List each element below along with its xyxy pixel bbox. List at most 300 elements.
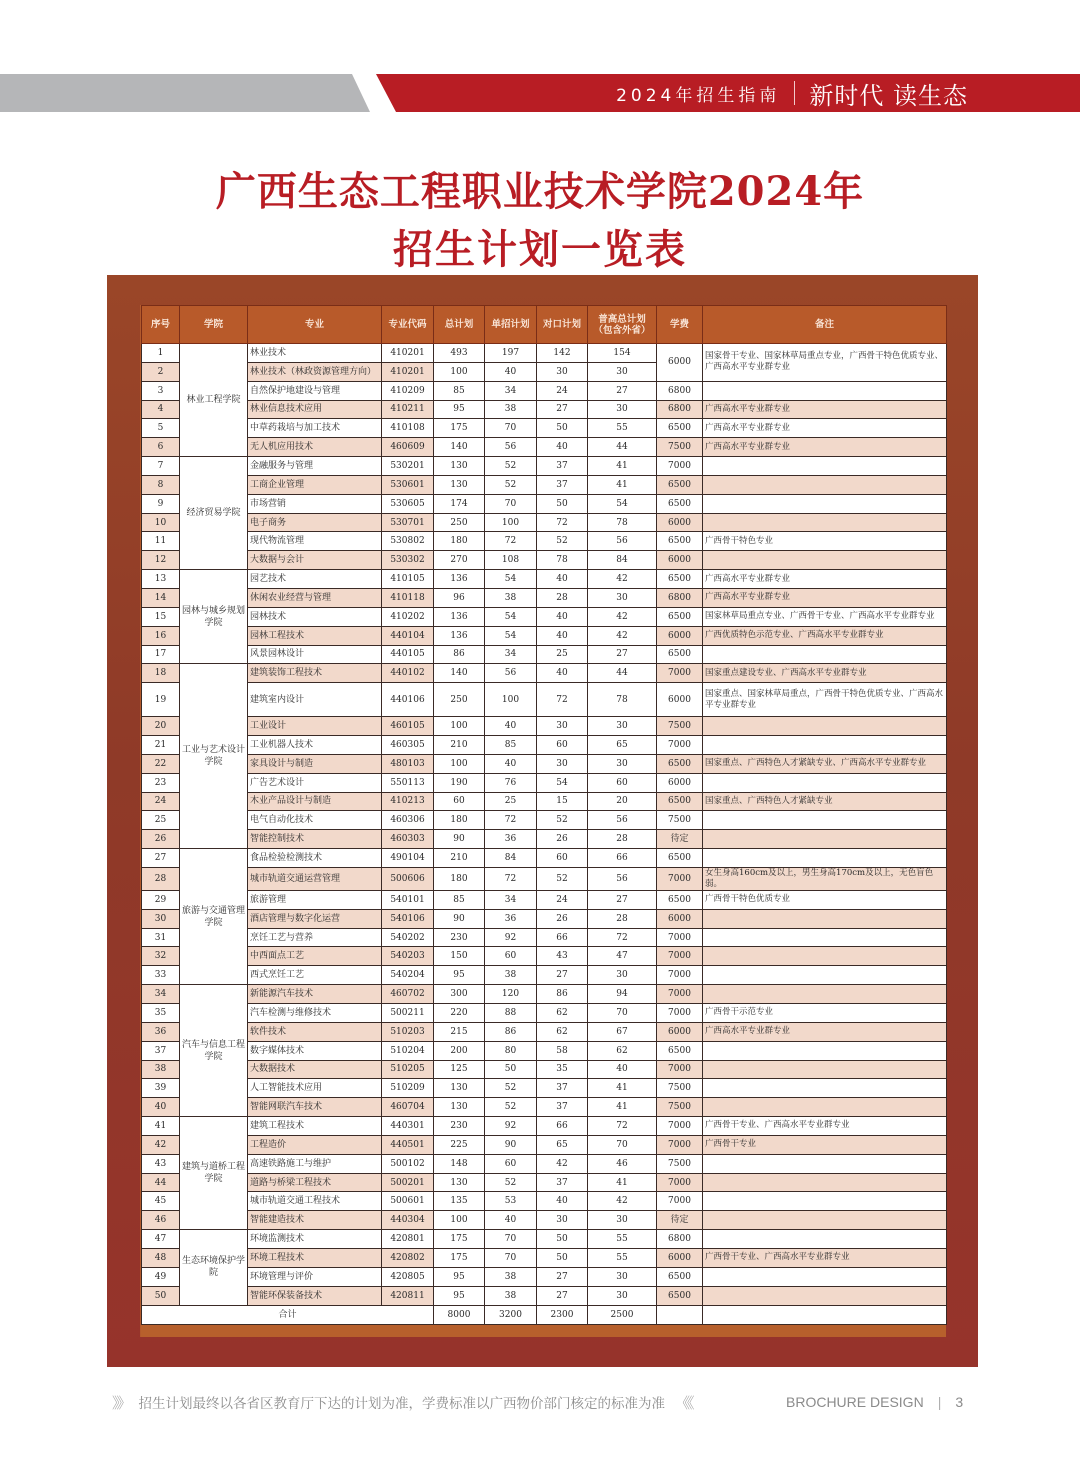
col-header-no: 序号: [142, 306, 180, 344]
table-row: [142, 1022, 947, 1041]
counter-plan: 52: [537, 811, 588, 830]
row-number: 47: [142, 1230, 180, 1249]
total-plan: 136: [434, 626, 485, 645]
single-plan: 72: [485, 867, 537, 890]
major-code: 440501: [382, 1135, 434, 1154]
counter-plan: 27: [537, 966, 588, 985]
total-plan: 230: [434, 928, 485, 947]
remarks: [703, 966, 947, 985]
single-plan: 53: [485, 1192, 537, 1211]
totals-single: 3200: [485, 1305, 537, 1324]
table-row: [142, 683, 947, 717]
counter-plan: 62: [537, 1004, 588, 1023]
major-name: 烹饪工艺与营养: [248, 928, 382, 947]
remarks: 广西骨干专业: [703, 1135, 947, 1154]
tuition-fee: 7000: [657, 1060, 703, 1079]
table-row: [142, 570, 947, 589]
total-plan: 130: [434, 1098, 485, 1117]
major-name: 道路与桥梁工程技术: [248, 1173, 382, 1192]
col-header-counter: 对口计划: [537, 306, 588, 344]
counter-plan: 40: [537, 570, 588, 589]
total-plan: 148: [434, 1154, 485, 1173]
row-number: 40: [142, 1098, 180, 1117]
single-plan: 197: [485, 344, 537, 363]
remarks: [703, 1098, 947, 1117]
table-row: [142, 1211, 947, 1230]
counter-plan: 28: [537, 588, 588, 607]
single-plan: 38: [485, 400, 537, 419]
row-number: 31: [142, 928, 180, 947]
tuition-fee: 6800: [657, 1230, 703, 1249]
major-name: 高速铁路施工与维护: [248, 1154, 382, 1173]
counter-plan: 37: [537, 1173, 588, 1192]
total-plan: 190: [434, 773, 485, 792]
major-name: 智能网联汽车技术: [248, 1098, 382, 1117]
remarks: 广西高水平专业群专业: [703, 570, 947, 589]
remarks: 广西骨干专业、广西高水平专业群专业: [703, 1248, 947, 1267]
single-plan: 70: [485, 494, 537, 513]
tuition-fee: 6000: [657, 909, 703, 928]
row-number: 28: [142, 867, 180, 890]
tuition-fee: 6500: [657, 475, 703, 494]
major-name: 林业信息技术应用: [248, 400, 382, 419]
row-number: 17: [142, 645, 180, 664]
table-row: [142, 811, 947, 830]
major-name: 建筑装饰工程技术: [248, 664, 382, 683]
single-plan: 38: [485, 1286, 537, 1305]
major-code: 530701: [382, 513, 434, 532]
col-header-major: 专业: [248, 306, 382, 344]
remarks: [703, 717, 947, 736]
tuition-fee: 7000: [657, 1173, 703, 1192]
col-header-code: 专业代码: [382, 306, 434, 344]
footer-notice-text: 招生计划最终以各省区教育厅下达的计划为准，学费标准以广西物价部门核定的标准为准: [138, 1396, 666, 1412]
single-plan: 36: [485, 830, 537, 849]
single-plan: 38: [485, 966, 537, 985]
counter-plan: 27: [537, 400, 588, 419]
counter-plan: 40: [537, 626, 588, 645]
remarks: [703, 1173, 947, 1192]
header-band: [0, 74, 1080, 112]
gaokao-plan: 62: [588, 1041, 657, 1060]
counter-plan: 66: [537, 1117, 588, 1136]
major-code: 540202: [382, 928, 434, 947]
major-name: 人工智能技术应用: [248, 1079, 382, 1098]
major-code: 440102: [382, 664, 434, 683]
page-title-line2: 招生计划一览表: [393, 226, 687, 273]
counter-plan: 40: [537, 607, 588, 626]
major-code: 500102: [382, 1154, 434, 1173]
major-code: 500606: [382, 867, 434, 890]
row-number: 22: [142, 754, 180, 773]
gaokao-plan: 78: [588, 683, 657, 717]
major-code: 410118: [382, 588, 434, 607]
counter-plan: 37: [537, 475, 588, 494]
table-row: [142, 830, 947, 849]
gaokao-plan: 28: [588, 909, 657, 928]
gaokao-plan: 20: [588, 792, 657, 811]
major-code: 550113: [382, 773, 434, 792]
remarks: 广西高水平专业群专业: [703, 438, 947, 457]
row-number: 10: [142, 513, 180, 532]
counter-plan: 50: [537, 419, 588, 438]
college-name: 经济贸易学院: [180, 457, 248, 570]
row-number: 2: [142, 362, 180, 381]
tuition-fee: 7000: [657, 985, 703, 1004]
remarks: 国家重点、国家林草局重点，广西骨干特色优质专业、广西高水平专业群专业: [703, 683, 947, 717]
totals-fee: [657, 1305, 703, 1324]
tuition-fee: 6800: [657, 588, 703, 607]
counter-plan: 30: [537, 1211, 588, 1230]
single-plan: 70: [485, 1230, 537, 1249]
gaokao-plan: 42: [588, 607, 657, 626]
major-name: 金融服务与管理: [248, 457, 382, 476]
gaokao-plan: 78: [588, 513, 657, 532]
major-code: 460609: [382, 438, 434, 457]
remarks: [703, 513, 947, 532]
major-code: 420802: [382, 1248, 434, 1267]
single-plan: 85: [485, 736, 537, 755]
gaokao-plan: 67: [588, 1022, 657, 1041]
major-name: 广告艺术设计: [248, 773, 382, 792]
total-plan: 140: [434, 438, 485, 457]
total-plan: 135: [434, 1192, 485, 1211]
table-row: [142, 532, 947, 551]
major-name: 环境监测技术: [248, 1230, 382, 1249]
remarks: 国家林草局重点专业、广西骨干专业、广西高水平专业群专业: [703, 607, 947, 626]
tuition-fee: 6000: [657, 551, 703, 570]
major-code: 540101: [382, 890, 434, 909]
row-number: 39: [142, 1079, 180, 1098]
total-plan: 220: [434, 1004, 485, 1023]
gaokao-plan: 27: [588, 645, 657, 664]
row-number: 49: [142, 1267, 180, 1286]
table-row: [142, 475, 947, 494]
total-plan: 175: [434, 1248, 485, 1267]
remarks: [703, 1230, 947, 1249]
header-divider: [794, 81, 795, 105]
col-header-note: 备注: [703, 306, 947, 344]
remarks: 国家重点、广西特色人才紧缺专业: [703, 792, 947, 811]
counter-plan: 27: [537, 1267, 588, 1286]
table-row: [142, 1004, 947, 1023]
counter-plan: 40: [537, 438, 588, 457]
single-plan: 70: [485, 419, 537, 438]
major-name: 市场营销: [248, 494, 382, 513]
major-name: 工程造价: [248, 1135, 382, 1154]
remarks: 广西高水平专业群专业: [703, 588, 947, 607]
table-row: [142, 754, 947, 773]
remarks: 广西高水平专业群专业: [703, 400, 947, 419]
major-code: 460105: [382, 717, 434, 736]
col-header-gaokao: [588, 306, 657, 344]
major-code: 440301: [382, 1117, 434, 1136]
gaokao-plan: 55: [588, 1248, 657, 1267]
table-body: [142, 344, 947, 1325]
counter-plan: 52: [537, 532, 588, 551]
col-header-gaokao-line1: 普高总计划: [598, 313, 646, 325]
major-name: 木业产品设计与制造: [248, 792, 382, 811]
total-plan: 136: [434, 570, 485, 589]
college-name: 建筑与道桥工程学院: [180, 1117, 248, 1230]
remarks: [703, 1060, 947, 1079]
table-row: [142, 344, 947, 363]
gaokao-plan: 72: [588, 928, 657, 947]
major-name: 工商企业管理: [248, 475, 382, 494]
table-row: [142, 890, 947, 909]
gaokao-plan: 66: [588, 849, 657, 868]
header-text: [616, 74, 968, 112]
gaokao-plan: 56: [588, 532, 657, 551]
major-name: 建筑工程技术: [248, 1117, 382, 1136]
counter-plan: 26: [537, 830, 588, 849]
total-plan: 100: [434, 362, 485, 381]
tuition-fee: 6000: [657, 773, 703, 792]
row-number: 7: [142, 457, 180, 476]
total-plan: 85: [434, 381, 485, 400]
table-row: [142, 400, 947, 419]
total-plan: 140: [434, 664, 485, 683]
single-plan: 100: [485, 683, 537, 717]
table-row: [142, 1192, 947, 1211]
total-plan: 175: [434, 419, 485, 438]
counter-plan: 25: [537, 645, 588, 664]
counter-plan: 54: [537, 773, 588, 792]
enrollment-plan-table: [141, 305, 947, 1325]
major-code: 410209: [382, 381, 434, 400]
row-number: 38: [142, 1060, 180, 1079]
counter-plan: 24: [537, 890, 588, 909]
counter-plan: 66: [537, 928, 588, 947]
table-row: [142, 867, 947, 890]
total-plan: 250: [434, 683, 485, 717]
table-header-row: [142, 306, 947, 344]
row-number: 45: [142, 1192, 180, 1211]
total-plan: 250: [434, 513, 485, 532]
col-header-fee: 学费: [657, 306, 703, 344]
tuition-fee: 6500: [657, 419, 703, 438]
tuition-fee: 6500: [657, 494, 703, 513]
total-plan: 125: [434, 1060, 485, 1079]
gaokao-plan: 46: [588, 1154, 657, 1173]
total-plan: 180: [434, 867, 485, 890]
major-name: 中西面点工艺: [248, 947, 382, 966]
gaokao-plan: 65: [588, 736, 657, 755]
single-plan: 80: [485, 1041, 537, 1060]
counter-plan: 50: [537, 1248, 588, 1267]
gaokao-plan: 41: [588, 1098, 657, 1117]
row-number: 33: [142, 966, 180, 985]
table-row: [142, 792, 947, 811]
major-name: 食品检验检测技术: [248, 849, 382, 868]
single-plan: 54: [485, 626, 537, 645]
major-code: 420805: [382, 1267, 434, 1286]
total-plan: 95: [434, 400, 485, 419]
total-plan: 100: [434, 717, 485, 736]
row-number: 4: [142, 400, 180, 419]
major-name: 数字媒体技术: [248, 1041, 382, 1060]
remarks: [703, 811, 947, 830]
major-name: 城市轨道交通工程技术: [248, 1192, 382, 1211]
remarks: [703, 830, 947, 849]
remarks: [703, 849, 947, 868]
total-plan: 60: [434, 792, 485, 811]
major-name: 汽车检测与维修技术: [248, 1004, 382, 1023]
gaokao-plan: 41: [588, 1079, 657, 1098]
single-plan: 40: [485, 717, 537, 736]
single-plan: 86: [485, 1022, 537, 1041]
tuition-fee: 6500: [657, 570, 703, 589]
single-plan: 88: [485, 1004, 537, 1023]
row-number: 32: [142, 947, 180, 966]
totals-total: 8000: [434, 1305, 485, 1324]
col-header-total: 总计划: [434, 306, 485, 344]
major-code: 490104: [382, 849, 434, 868]
single-plan: 56: [485, 438, 537, 457]
tuition-fee: 6500: [657, 645, 703, 664]
major-code: 410202: [382, 607, 434, 626]
header-gray-strip: [0, 74, 370, 112]
major-name: 智能环保装备技术: [248, 1286, 382, 1305]
counter-plan: 24: [537, 381, 588, 400]
counter-plan: 42: [537, 1154, 588, 1173]
gaokao-plan: 42: [588, 1192, 657, 1211]
major-code: 460303: [382, 830, 434, 849]
tuition-fee: 6000: [657, 1022, 703, 1041]
single-plan: 40: [485, 1211, 537, 1230]
row-number: 37: [142, 1041, 180, 1060]
table-row: [142, 1041, 947, 1060]
major-code: 410105: [382, 570, 434, 589]
total-plan: 150: [434, 947, 485, 966]
total-plan: 130: [434, 475, 485, 494]
row-number: 13: [142, 570, 180, 589]
tuition-fee: 6500: [657, 1267, 703, 1286]
major-name: 城市轨道交通运营管理: [248, 867, 382, 890]
tuition-fee: 6000: [657, 683, 703, 717]
remarks: [703, 985, 947, 1004]
total-plan: 130: [434, 1079, 485, 1098]
single-plan: 50: [485, 1060, 537, 1079]
row-number: 12: [142, 551, 180, 570]
major-name: 园林工程技术: [248, 626, 382, 645]
major-code: 540204: [382, 966, 434, 985]
page-title-line1: 广西生态工程职业技术学院2024年: [215, 168, 865, 215]
single-plan: 52: [485, 1098, 537, 1117]
gaokao-plan: 56: [588, 867, 657, 890]
tuition-fee: 7500: [657, 1098, 703, 1117]
major-code: 410201: [382, 362, 434, 381]
table-row: [142, 909, 947, 928]
major-name: 大数据与会计: [248, 551, 382, 570]
major-name: 旅游管理: [248, 890, 382, 909]
tuition-fee: 6000: [657, 626, 703, 645]
tuition-fee: 7000: [657, 1192, 703, 1211]
remarks: [703, 773, 947, 792]
gaokao-plan: 54: [588, 494, 657, 513]
major-code: 500211: [382, 1004, 434, 1023]
table-row: [142, 494, 947, 513]
remarks: [703, 494, 947, 513]
gaokao-plan: 30: [588, 1286, 657, 1305]
row-number: 29: [142, 890, 180, 909]
major-code: 420801: [382, 1230, 434, 1249]
tuition-fee: 7500: [657, 717, 703, 736]
counter-plan: 62: [537, 1022, 588, 1041]
tuition-fee: 7000: [657, 867, 703, 890]
row-number: 43: [142, 1154, 180, 1173]
gaokao-plan: 70: [588, 1004, 657, 1023]
gaokao-plan: 41: [588, 475, 657, 494]
college-name: 林业工程学院: [180, 344, 248, 457]
single-plan: 54: [485, 607, 537, 626]
row-number: 9: [142, 494, 180, 513]
row-number: 26: [142, 830, 180, 849]
tuition-fee: 7000: [657, 947, 703, 966]
single-plan: 25: [485, 792, 537, 811]
counter-plan: 30: [537, 717, 588, 736]
row-number: 48: [142, 1248, 180, 1267]
major-name: 园艺技术: [248, 570, 382, 589]
tuition-fee: 6500: [657, 532, 703, 551]
single-plan: 92: [485, 928, 537, 947]
counter-plan: 15: [537, 792, 588, 811]
totals-note: [703, 1305, 947, 1324]
tuition-fee: 7000: [657, 736, 703, 755]
remarks: [703, 947, 947, 966]
counter-plan: 86: [537, 985, 588, 1004]
row-number: 18: [142, 664, 180, 683]
row-number: 23: [142, 773, 180, 792]
counter-plan: 37: [537, 1079, 588, 1098]
gaokao-plan: 30: [588, 400, 657, 419]
major-name: 工业设计: [248, 717, 382, 736]
table-row: [142, 947, 947, 966]
major-code: 530601: [382, 475, 434, 494]
row-number: 34: [142, 985, 180, 1004]
remarks: [703, 1041, 947, 1060]
gaokao-plan: 56: [588, 811, 657, 830]
gaokao-plan: 30: [588, 966, 657, 985]
tuition-fee: 7000: [657, 1004, 703, 1023]
remarks: 广西高水平专业群专业: [703, 419, 947, 438]
total-plan: 100: [434, 1211, 485, 1230]
row-number: 11: [142, 532, 180, 551]
tuition-fee: 6500: [657, 1286, 703, 1305]
college-name: 园林与城乡规划学院: [180, 570, 248, 664]
major-name: 中草药栽培与加工技术: [248, 419, 382, 438]
major-code: 500601: [382, 1192, 434, 1211]
single-plan: 54: [485, 570, 537, 589]
single-plan: 100: [485, 513, 537, 532]
major-name: 软件技术: [248, 1022, 382, 1041]
brand-label: BROCHURE DESIGN: [786, 1394, 924, 1410]
gaokao-plan: 41: [588, 457, 657, 476]
major-name: 自然保护地建设与管理: [248, 381, 382, 400]
table-row: [142, 1267, 947, 1286]
row-number: 44: [142, 1173, 180, 1192]
single-plan: 108: [485, 551, 537, 570]
table-row: [142, 849, 947, 868]
single-plan: 52: [485, 457, 537, 476]
counter-plan: 58: [537, 1041, 588, 1060]
major-name: 电子商务: [248, 513, 382, 532]
total-plan: 100: [434, 754, 485, 773]
guide-label: 2024年招生指南: [616, 85, 781, 106]
major-name: 园林技术: [248, 607, 382, 626]
single-plan: 72: [485, 532, 537, 551]
major-name: 西式烹饪工艺: [248, 966, 382, 985]
